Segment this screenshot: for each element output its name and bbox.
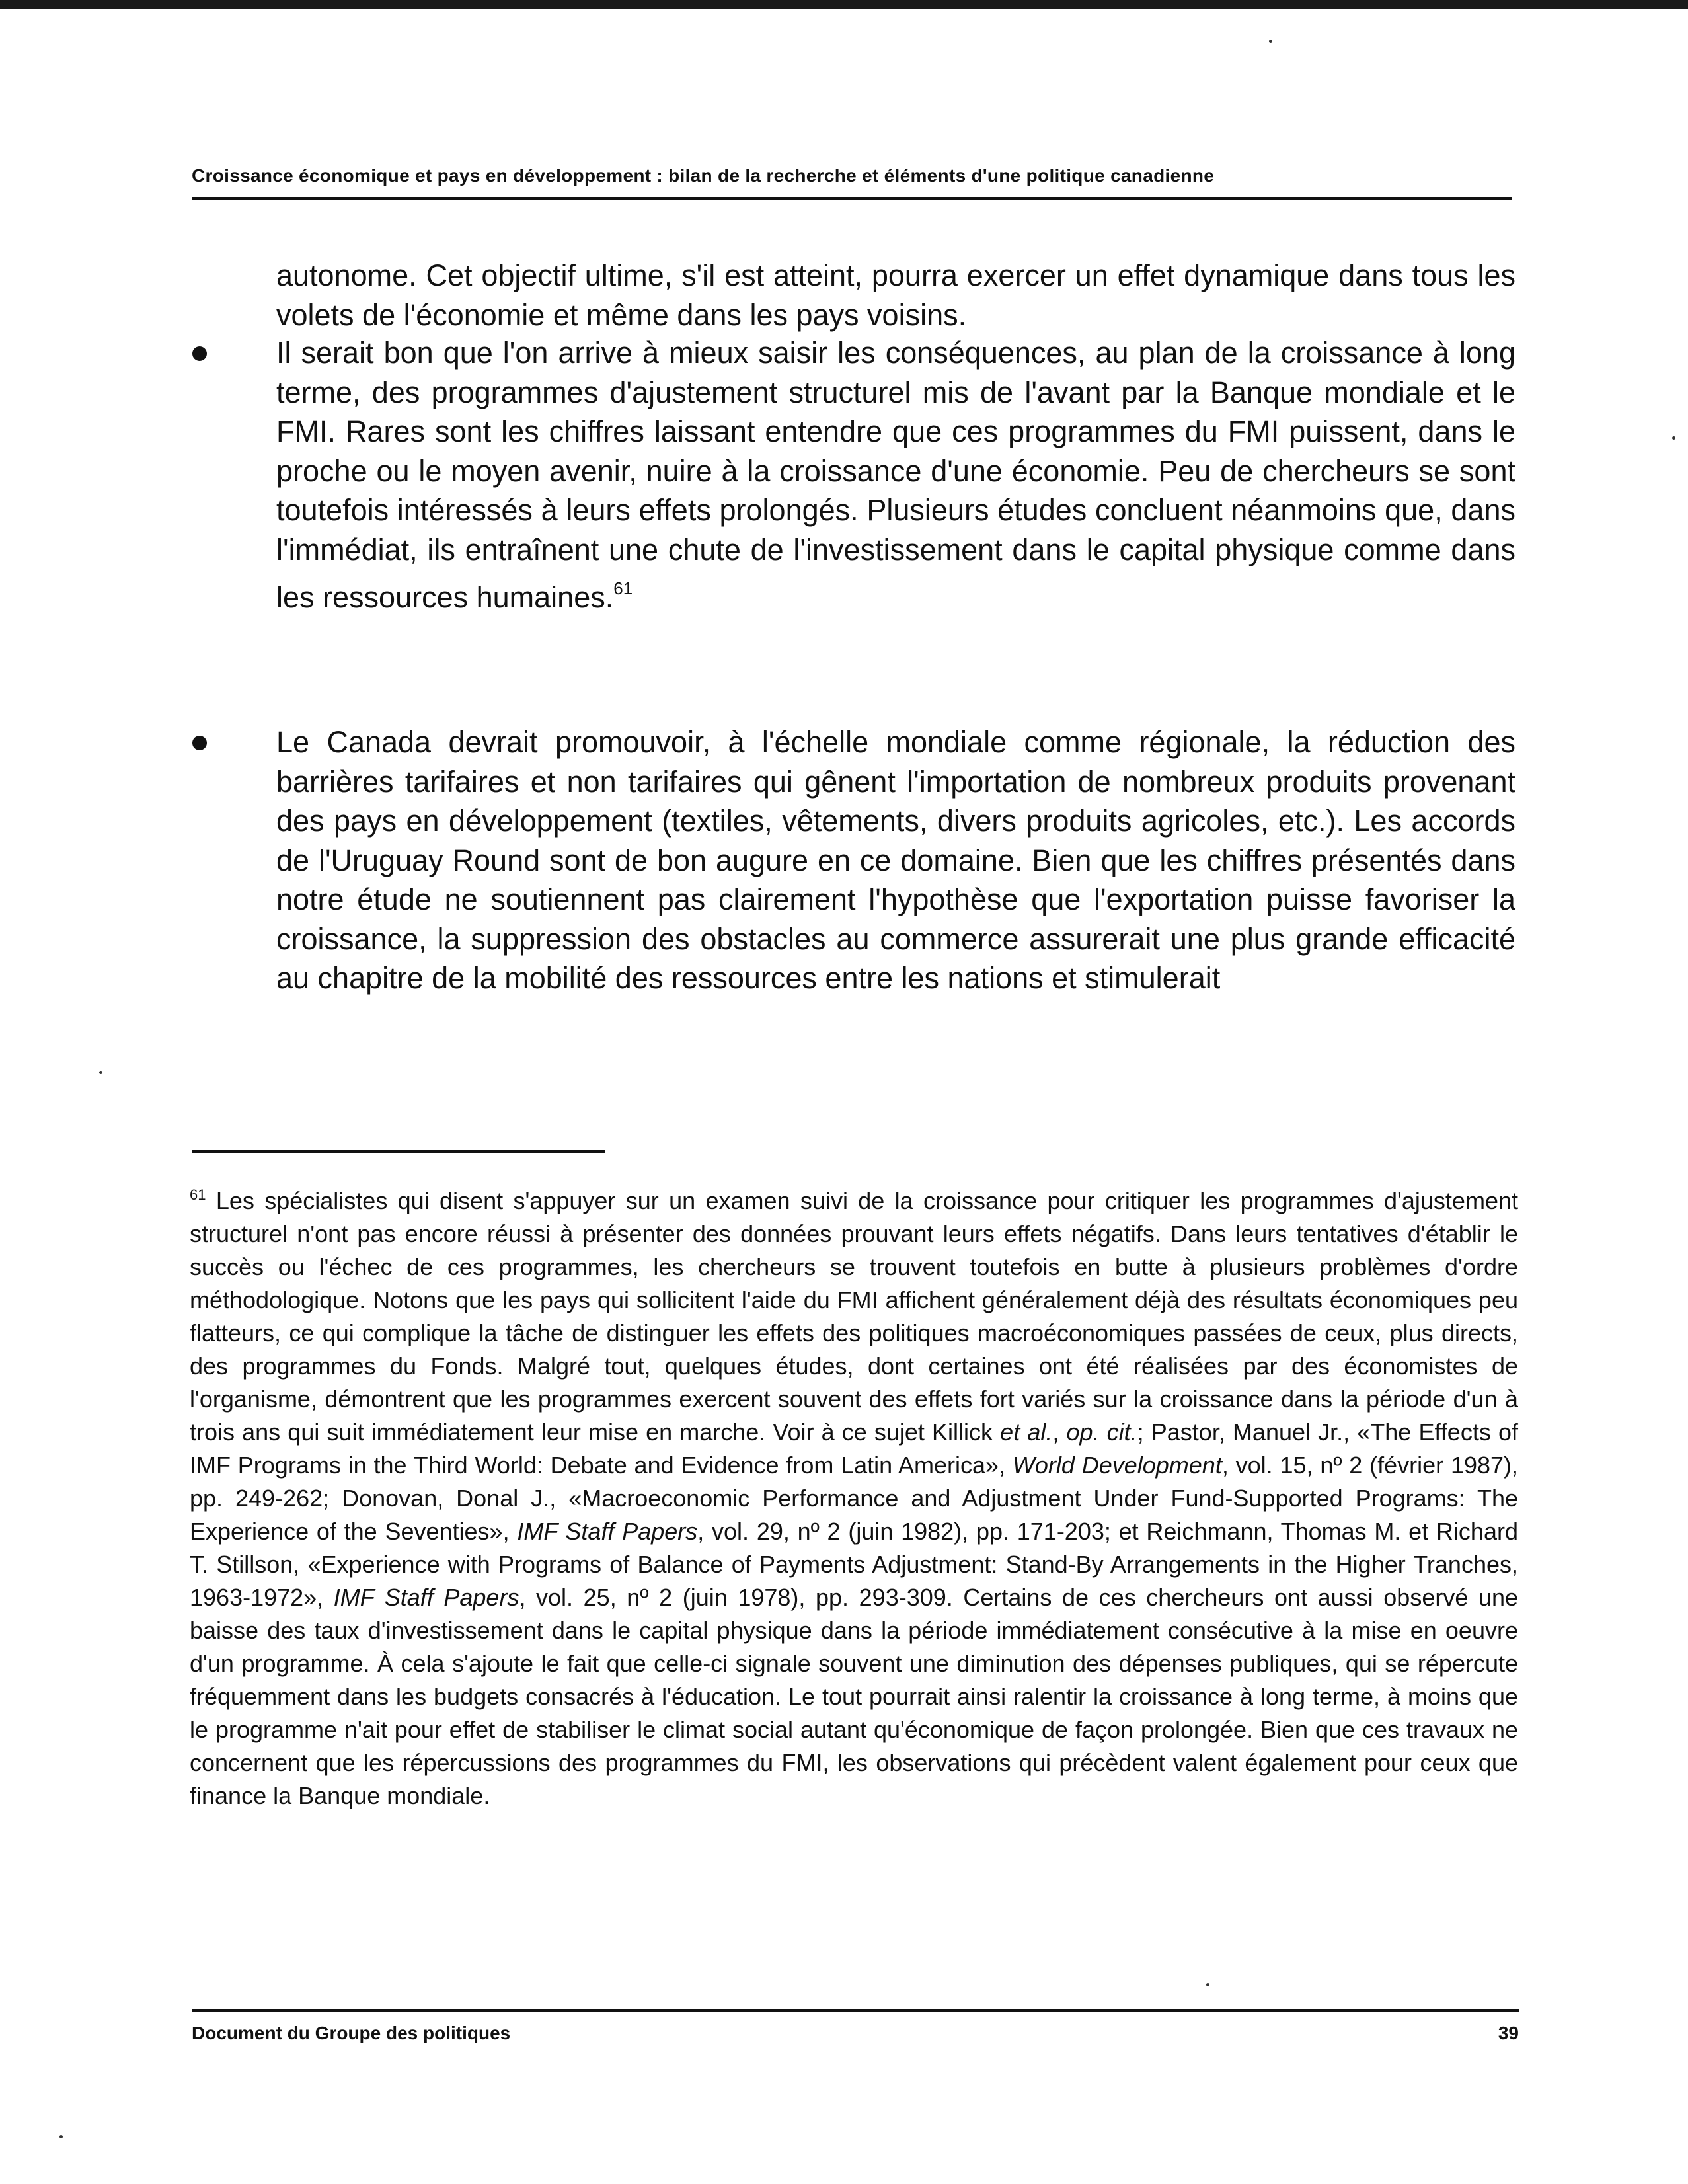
footnote-separator-text: ,: [1052, 1419, 1067, 1446]
bullet-text: Le Canada devrait promouvoir, à l'échelle mondiale comme régionale, la réduction des barrières tarifaires et non tarifaires qui gênent l'importation de nombreux produits provenant des pays en développement (textiles, vêtements, divers produits agricoles, etc.). Les accords de l'Uruguay Round sont de bon augure en ce domaine. Bien que les chiffres présentés dans notre étude ne soutiennent pas clairement l'hypothèse que l'exportation puisse favoriser la croissance, la suppression des obstacles au commerce assurerait une plus grande efficacité au chapitre de la mobilité des ressources entre les nations et stimulerait: [276, 725, 1515, 995]
bullet-icon: [192, 346, 207, 361]
footnote-text: , vol. 29, nº 2 (juin 1982), pp. 171-203; et Reichmann, Thomas M. et Richard T. Stillson, «Experience with Programs of Balance of Payments Adjustment: Stand-By Arrangements in the Higher Tranches, 1963-1972»,: [190, 1518, 1518, 1611]
footnote-text: , vol. 15, nº 2 (février 1987), pp. 249-262; Donovan, Donal J., «Macroeconomic Performance and Adjustment Under Fund-Supported Programs: The Experience of the Seventies»,: [190, 1452, 1519, 1545]
page-number: 39: [1498, 2023, 1519, 2043]
continued-paragraph: autonome. Cet objectif ultime, s'il est atteint, pourra exercer un effet dynamique dans tous les volets de l'économie et même dans les pays voisins.: [276, 258, 1515, 332]
scan-top-edge: [0, 0, 1688, 9]
footnote-text: ; Pastor, Manuel Jr., «The Effects of IMF Programs in the Third World: Debate and Evidence from Latin America»,: [190, 1419, 1518, 1479]
scan-speck: [1269, 40, 1272, 43]
scan-speck: [1206, 1983, 1209, 1986]
footnote-separator: [192, 1150, 605, 1153]
footnote-journal-title: IMF Staff Papers: [333, 1584, 519, 1611]
footnote-number: 61: [190, 1187, 206, 1203]
scan-speck: [99, 1071, 102, 1074]
footer-publisher: Document du Groupe des politiques: [192, 2023, 511, 2043]
footnote-journal-title: IMF Staff Papers: [517, 1518, 698, 1545]
bullet-text: Il serait bon que l'on arrive à mieux saisir les conséquences, au plan de la croissance à long terme, des programmes d'ajustement structurel mis de l'avant par la Banque mondiale et le FMI. Rares sont les chiffres laissant entendre que ces programmes du FMI puissent, dans le proche ou le moyen avenir, nuire à la croissance d'une économie. Peu de chercheurs se sont toutefois intéressés à leurs effets prolongés. Plusieurs études concluent néanmoins que, dans l'immédiat, ils entraînent une chute de l'investissement dans le capital physique comme dans les ressources humaines.: [276, 336, 1515, 614]
footnote-italic-opcit: op. cit.: [1066, 1419, 1137, 1446]
bullet-item-adjustment-programs: [276, 333, 1515, 617]
footer-rule: [192, 2009, 1519, 2012]
bullet-item-tariff-barriers: [276, 722, 1515, 998]
running-header: Croissance économique et pays en développement : bilan de la recherche et éléments d'une politique canadienne: [192, 165, 1215, 186]
footnote-reference: 61: [613, 578, 633, 598]
footnote-text: Les spécialistes qui disent s'appuyer sur un examen suivi de la croissance pour critiquer les programmes d'ajustement structurel n'ont pas encore réussi à présenter des données prouvant leurs effets négatifs. Dans leurs tentatives d'établir le succès ou l'échec de ces programmes, les chercheurs se trouvent toutefois en butte à plusieurs problèmes d'ordre méthodologique. Notons que les pays qui sollicitent l'aide du FMI affichent généralement déjà des résultats économiques peu flatteurs, ce qui complique la tâche de distinguer les effets des politiques macroéconomiques passées de ceux, plus directs, des programmes du Fonds. Malgré tout, quelques études, dont certaines ont été réalisées par des économistes de l'organisme, démontrent que les programmes exercent souvent des effets fort variés sur la croissance dans la période d'un à trois ans qui suit immédiatement leur mise en marche. Voir à ce sujet Killick: [190, 1187, 1518, 1446]
footnote-text: , vol. 25, nº 2 (juin 1978), pp. 293-309. Certains de ces chercheurs ont aussi observé une baisse des taux d'investissement dans le capital physique dans la période immédiatement consécutive à la mise en oeuvre d'un programme. À cela s'ajoute le fait que celle-ci signale souvent une diminution des dépenses publiques, qui se répercute fréquemment dans les budgets consacrés à l'éducation. Le tout pourrait ainsi ralentir la croissance à long terme, à moins que le programme n'ait pour effet de stabiliser le climat social autant qu'économique de façon prolongée. Bien que ces travaux ne concernent que les répercussions des programmes du FMI, les observations qui précèdent valent également pour ceux que finance la Banque mondiale.: [190, 1584, 1519, 1809]
header-rule: [192, 197, 1512, 200]
footnote-italic-etal: et al.: [1000, 1419, 1053, 1446]
bullet-icon: [192, 736, 207, 750]
footnote-61: [190, 1179, 1518, 1813]
footnote-journal-title: World Development: [1012, 1452, 1222, 1479]
scan-speck: [1672, 436, 1675, 440]
scan-speck: [59, 2135, 63, 2138]
